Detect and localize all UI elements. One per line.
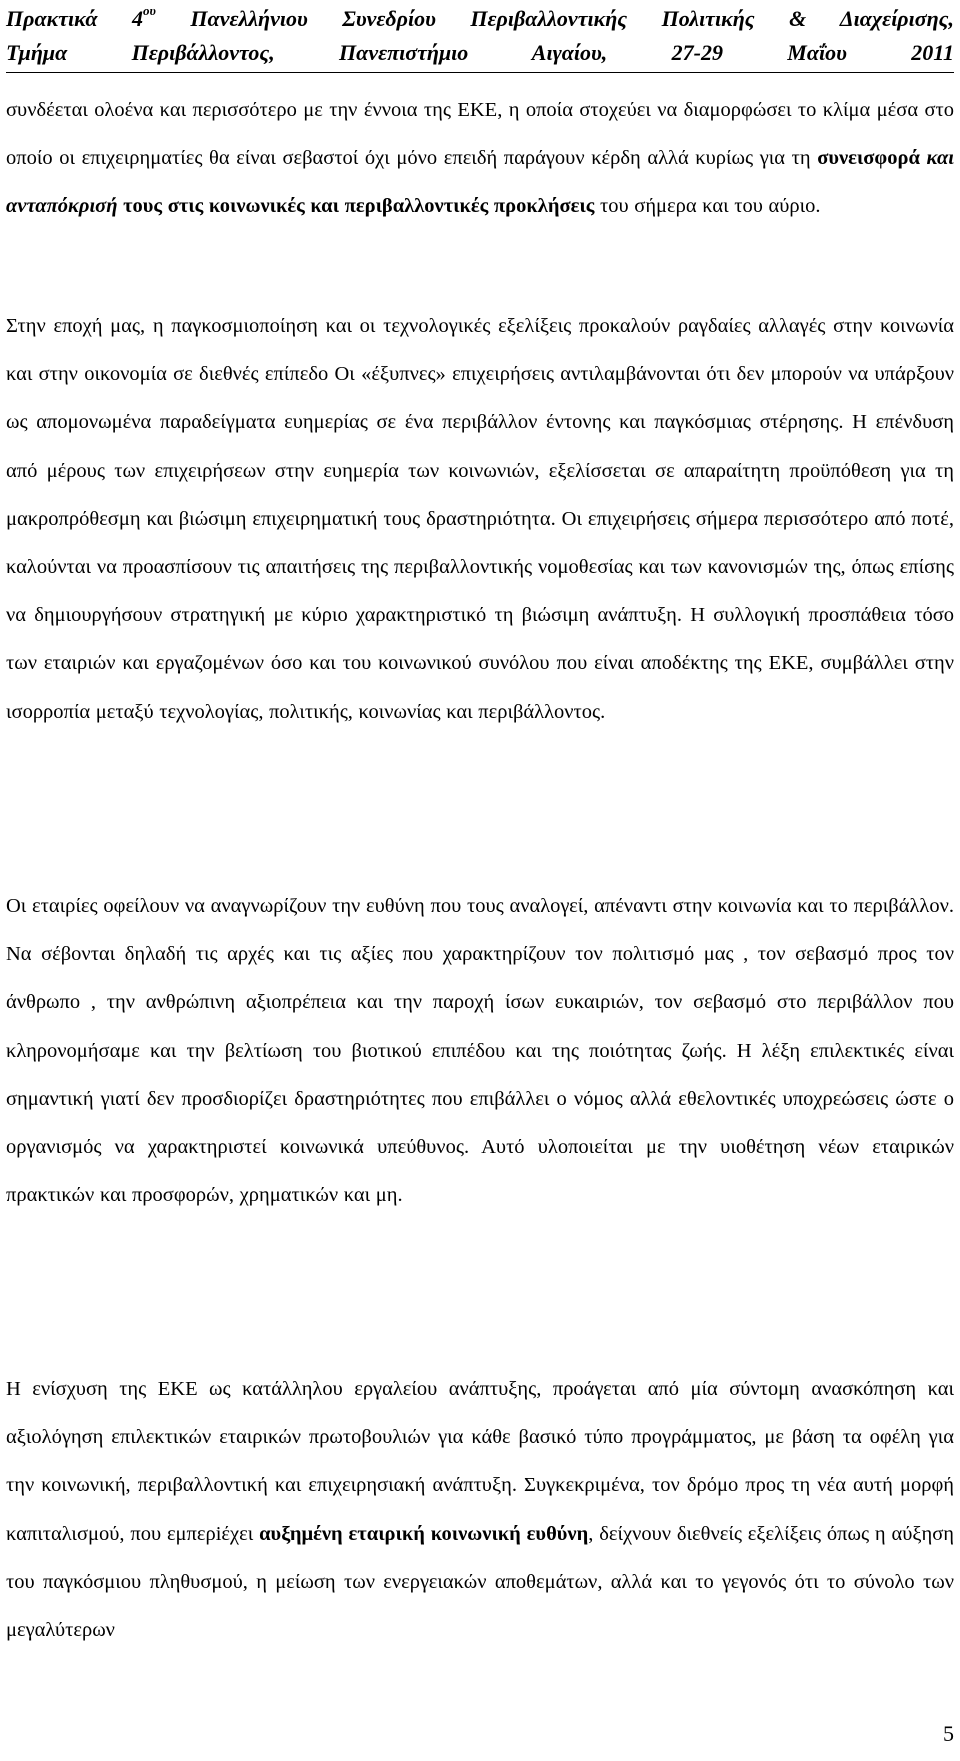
- emphasis-challenges: τους στις κοινωνικές και περιβαλλοντικές προκλήσεις: [123, 195, 595, 218]
- paragraph-1-text-start: συνδέεται ολοένα και περισσότερο με την έννοια της ΕΚΕ, η οποία στοχεύει να διαμορφώσει το κλίμα μέσα στο οποίο οι επιχειρηματίες θα είναι σεβαστοί όχι μόνο επειδή παράγουν κέρδη αλλά κυρίως για τη: [6, 99, 954, 170]
- paragraph-1: [6, 86, 954, 231]
- header-line-2: Τμήμα Περιβάλλοντος, Πανεπιστήμιο Αιγαίου, 27-29 Μαΐου 2011: [6, 40, 954, 65]
- emphasis-contribution: συνεισφορά: [817, 147, 920, 170]
- page-number: 5: [943, 1721, 954, 1746]
- header-ordinal-superscript: ου: [143, 2, 156, 18]
- paragraph-4: [6, 1365, 954, 1654]
- emphasis-increased-csr: αυξημένη εταιρική κοινωνική ευθύνη: [259, 1522, 589, 1545]
- paragraph-4-text-start: Η ενίσχυση της ΕΚΕ ως κατάλληλου εργαλείου ανάπτυξης, προάγεται από μία σύντομη ανασκόπηση και αξιολόγηση επιλεκτικών εταιρικών πρωτοβουλιών για κάθε βασικό τύπο προγράμματος, με βάση τα οφέλη για την κοινωνική, περιβαλλοντική και επιχειρησιακή ανάπτυξη. Συγκεκριμένα, τον δρόμο προς τη νέα αυτή μορφή καπιταλισμού, που εμπερiέχει: [6, 1378, 954, 1545]
- paragraph-1-text-end: του σήμερα και του αύριο.: [594, 195, 821, 218]
- paragraph-3: Οι εταιρίες οφείλουν να αναγνωρίζουν την ευθύνη που τους αναλογεί, απέναντι στην κοινωνία και το περιβάλλον. Να σέβονται δηλαδή τις αρχές και τις αξίες που χαρακτηρίζουν τον πολιτισμό μας , τον σεβασμό προς τον άνθρωπο , την ανθρώπινη αξιοπρέπεια και την παροχή ίσων ευκαιριών, τον σεβασμό στο περιβάλλον που κληρονομήσαμε και την βελτίωση του βιοτικού επιπέδου και της ποιότητας ζωής. Η λέξη επιλεκτικές είναι σημαντική γιατί δεν προσδιορίζει δραστηριότητες που επιβάλλει ο νόμος αλλά εθελοντικές υποχρεώσεις ώστε ο οργανισμός να χαρακτηριστεί κοινωνικά υπεύθυνος. Αυτό υλοποιείται με την υιοθέτηση νέων εταιρικών πρακτικών και προσφορών, χρηματικών και μη.: [6, 895, 954, 1207]
- space: [920, 147, 927, 169]
- emphasis-response: και ανταπόκρισή: [6, 147, 955, 218]
- header-proceedings-label: Πρακτικά 4: [6, 6, 144, 31]
- paragraph-2: Στην εποχή μας, η παγκοσμιοποίηση και οι τεχνολογικές εξελίξεις προκαλούν ραγδαίες αλλαγές στην κοινωνία και στην οικονομία σε διεθνές επίπεδο Οι «έξυπνες» επιχειρήσεις αντιλαμβάνονται ότι δεν μπορούν να υπάρξουν ως απομονωμένα παραδείγματα ευημερίας σε ένα περιβάλλον έντονης και παγκόσμιας στέρησης. Η επένδυση από μέρους των επιχειρήσεων στην ευημερία των κοινωνιών, εξελίσσεται σε απαραίτητη προϋπόθεση για τη μακροπρόθεσμη και βιώσιμη επιχειρηματική τους δραστηριότητα. Οι επιχειρήσεις σήμερα περισσότερο από ποτέ, καλούνται να προασπίσουν τις απαιτήσεις της περιβαλλοντικής νομοθεσίας και των κανονισμών της, όπως επίσης να δημιουργήσουν στρατηγική με κύριο χαρακτηριστικό τη βιώσιμη ανάπτυξη. Η συλλογική προσπάθεια τόσο των εταιριών και εργαζομένων όσο και του κοινωνικού συνόλου που είναι αποδέκτης της ΕΚΕ, συμβάλλει στην ισορροπία μεταξύ τεχνολογίας, πολιτικής, κοινωνίας και περιβάλλοντος.: [6, 315, 954, 723]
- header-divider: [6, 72, 954, 73]
- header-line-1: [6, 2, 954, 36]
- paragraph-4-text-end: , δείχνουν διεθνείς εξελίξεις όπως η αύξηση του παγκόσμιου πληθυσμού, η μείωση των ενεργειακών αποθεμάτων, αλλά και το γεγονός ότι το σύνολο των μεγαλύτερων: [6, 1522, 954, 1642]
- header-conference-title: Πανελλήνιου Συνεδρίου Περιβαλλοντικής Πολιτικής & Διαχείρισης,: [155, 6, 954, 31]
- running-header: [6, 2, 954, 70]
